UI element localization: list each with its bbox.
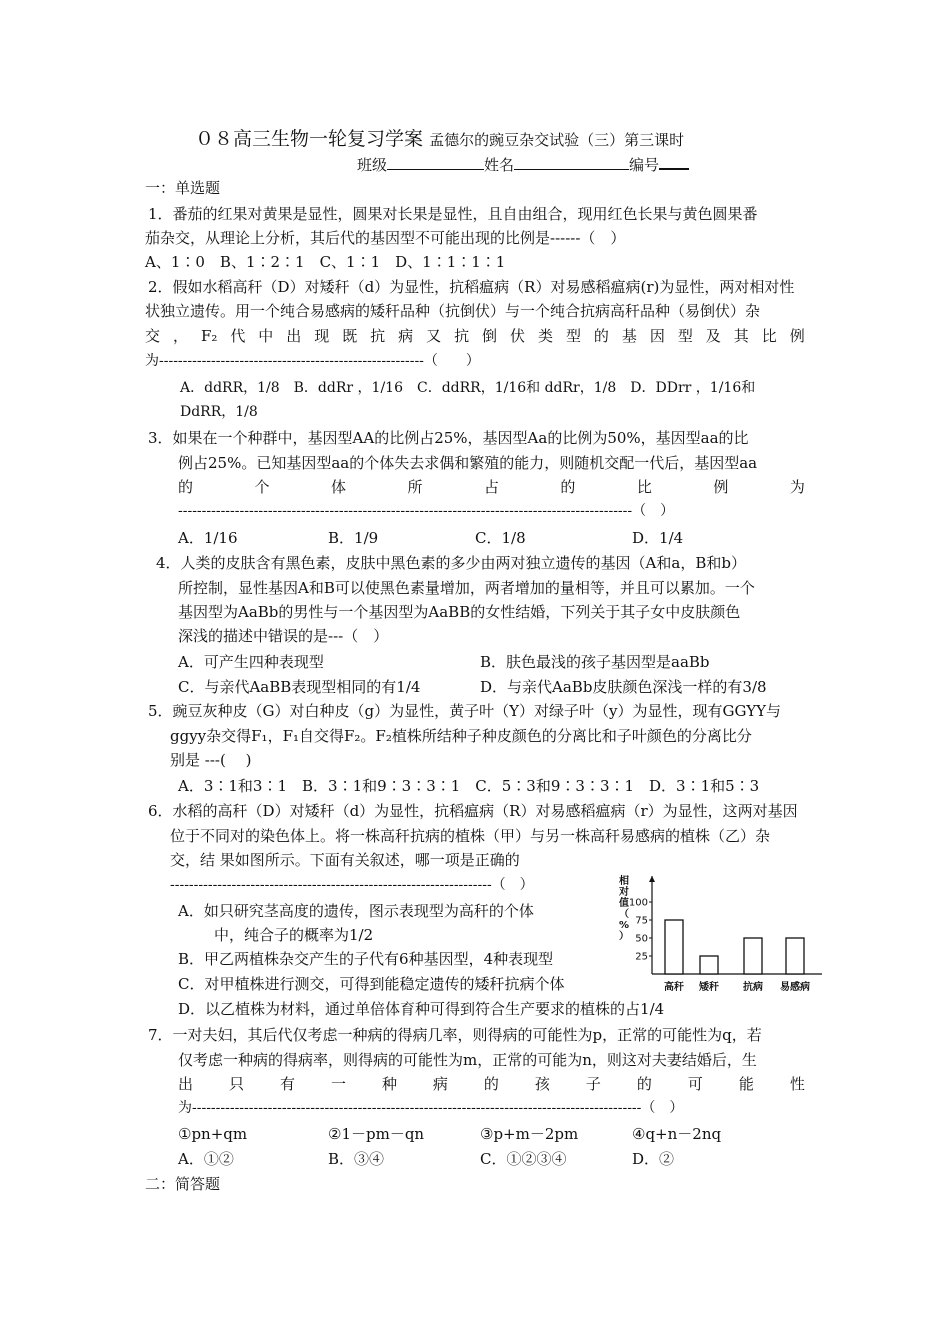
title-sub: 孟德尔的豌豆杂交试验（三）第三课时 xyxy=(429,131,685,149)
y-axis-label-char: ） xyxy=(619,931,629,942)
y-axis-label-char: 对 xyxy=(619,887,629,898)
q6-option-a-1: A．如只研究茎高度的遗传，图示表现型为高秆的个体 xyxy=(178,902,534,920)
q2-word: 抗 xyxy=(370,327,386,345)
q7-line-2: 仅考虑一种病的得病率，则得病的可能性为m，正常的可能为n，则这对夫妻结婚后，生 xyxy=(178,1051,757,1069)
q7-word: 出 xyxy=(178,1075,194,1093)
q7-word: 有 xyxy=(279,1075,295,1093)
q3-line-3 xyxy=(178,476,805,498)
q2-word: 伏 xyxy=(510,327,526,345)
q3-word: 的 xyxy=(560,478,576,496)
q6-option-d: D．以乙植株为材料，通过单倍体育种可得到符合生产要求的植株的占1/4 xyxy=(178,1000,665,1018)
q3-line-4: ------------------------------------------------------------------------------------------------（ ） xyxy=(178,503,675,519)
q7-word: 病 xyxy=(432,1075,448,1093)
category-label: 易感病 xyxy=(780,982,810,993)
q2-word: 倒 xyxy=(482,327,498,345)
q2-word: 抗 xyxy=(454,327,470,345)
q7-option-c: C．①②③④ xyxy=(480,1150,567,1168)
q7-item-1: ①pn+qm xyxy=(178,1125,248,1143)
q3-word: 所 xyxy=(407,478,423,496)
q3-word: 比 xyxy=(636,478,652,496)
q2-word: 现 xyxy=(314,327,330,345)
q6-line-1: 6．水稻的高秆（D）对矮秆（d）为显性，抗稻瘟病（R）对易感稻瘟病（r）为显性，这两对基因 xyxy=(148,802,798,820)
q3-option-c: C．1/8 xyxy=(475,529,526,547)
q7-item-2: ②1－pm－qn xyxy=(328,1125,425,1143)
q6-option-c: C．对甲植株进行测交，可得到能稳定遗传的矮秆抗病个体 xyxy=(178,975,565,993)
section-heading-1: 一：单选题 xyxy=(145,179,221,197)
name-label: 姓名 xyxy=(484,156,515,174)
q2-word: 的 xyxy=(593,327,609,345)
q2-word: F₂ xyxy=(200,327,218,345)
q7-word: 的 xyxy=(483,1075,499,1093)
category-label: 高秆 xyxy=(664,982,684,993)
q5-options: A．3∶1和3∶1 B．3∶1和9∶3∶3∶1 C．5∶3和9∶3∶3∶1 D．3∶1和5∶3 xyxy=(178,777,760,795)
q5-line-3: 别是 ---( ) xyxy=(170,751,252,769)
q2-word: 既 xyxy=(342,327,358,345)
q7-word: 的 xyxy=(636,1075,652,1093)
q6-option-b: B．甲乙两植株杂交产生的子代有6种基因型，4种表现型 xyxy=(178,950,554,968)
q7-option-a: A．①② xyxy=(178,1150,234,1168)
class-blank[interactable] xyxy=(387,153,484,170)
bar-2 xyxy=(700,956,718,974)
q3-line-1: 3．如果在一个种群中，基因型AA的比例占25%，基因型Aa的比例为50%，基因型aa的比 xyxy=(148,429,749,447)
section-heading-2: 二：简答题 xyxy=(145,1175,221,1193)
bar-4 xyxy=(786,938,804,974)
y-axis-label-char: 相 xyxy=(619,876,629,887)
q1-line-1: 1．番茄的红果对黄果是显性，圆果对长果是显性，且自由组合，现用红色长果与黄色圆果番 xyxy=(148,205,758,223)
q2-word: 中 xyxy=(258,327,274,345)
q2-word: 交 xyxy=(145,327,161,345)
category-label: 矮秆 xyxy=(699,982,719,993)
chart-labels xyxy=(618,874,810,993)
q2-line-3 xyxy=(145,325,805,347)
q4-option-b: B．肤色最浅的孩子基因型是aaBb xyxy=(480,653,710,671)
q2-word: 病 xyxy=(398,327,414,345)
q2-word: 出 xyxy=(286,327,302,345)
q2-word: 因 xyxy=(649,327,665,345)
q4-line-2: 所控制，显性基因A和B可以使黑色素量增加，两者增加的量相等，并且可以累加。一个 xyxy=(178,579,755,597)
q4-option-a: A．可产生四种表现型 xyxy=(178,653,324,671)
q1-line-2: 茄杂交，从理论上分析，其后代的基因型不可能出现的比例是------（ ） xyxy=(145,229,626,247)
header-fields xyxy=(357,152,689,176)
q2-word: 型 xyxy=(677,327,693,345)
q6-line-4: --------------------------------------------------------------------（ ） xyxy=(170,877,534,893)
q7-item-4: ④q+n－2nq xyxy=(632,1125,722,1143)
q2-word: 其 xyxy=(733,327,749,345)
name-blank[interactable] xyxy=(514,153,629,170)
q7-word: 可 xyxy=(687,1075,703,1093)
q6-bar-chart xyxy=(612,872,824,996)
q2-word: ， xyxy=(172,327,188,345)
q3-word: 占 xyxy=(483,478,499,496)
q6-line-2: 位于不同对的染色体上。将一株高秆抗病的植株（甲）与另一株高秆易感病的植株（乙）杂 xyxy=(170,827,771,845)
q2-word: 类 xyxy=(537,327,553,345)
q3-option-a: A．1/16 xyxy=(178,529,238,547)
q5-line-1: 5．豌豆灰种皮（G）对白种皮（g）为显性，黄子叶（Y）对绿子叶（y）为显性，现有GGYY与 xyxy=(148,702,782,720)
q7-line-4: 为-----------------------------------------------------------------------------------------------（ ） xyxy=(178,1100,684,1116)
bar-1 xyxy=(665,920,683,974)
q2-word: 型 xyxy=(565,327,581,345)
q4-line-3: 基因型为AaBb的男性与一个基因型为AaBB的女性结婚，下列关于其子女中皮肤颜色 xyxy=(178,603,741,621)
q3-word: 为 xyxy=(789,478,805,496)
y-tick-label: 100 xyxy=(628,897,648,909)
y-axis-label-char: 值 xyxy=(619,898,629,909)
number-label: 编号 xyxy=(629,156,660,174)
q2-word: 例 xyxy=(789,327,805,345)
y-axis-arrow xyxy=(649,876,655,882)
q2-options-1: A．ddRR，1/8 B．ddRr ，1/16 C．ddRR，1/16和 ddRr，1/8 D．DDrr ，1/16和 xyxy=(180,380,756,396)
q3-option-d: D．1/4 xyxy=(632,529,684,547)
q3-word: 例 xyxy=(713,478,729,496)
q5-line-2: ggyy杂交得F₁，F₁自交得F₂。F₂植株所结种子种皮颜色的分离比和子叶颜色的分离比分 xyxy=(170,727,752,745)
q7-item-3: ③p+m－2pm xyxy=(480,1125,579,1143)
y-axis-label-char: % xyxy=(618,920,630,931)
q3-word: 个 xyxy=(254,478,270,496)
q2-word: 及 xyxy=(705,327,721,345)
number-blank[interactable] xyxy=(659,152,689,170)
q2-word: 代 xyxy=(230,327,246,345)
q3-option-b: B．1/9 xyxy=(328,529,379,547)
q3-word: 体 xyxy=(330,478,346,496)
page-title xyxy=(195,128,684,151)
q4-option-c: C．与亲代AaBB表现型相同的有1/4 xyxy=(178,678,421,696)
q2-line-4: 为--------------------------------------------------------（ ） xyxy=(145,353,480,369)
class-label: 班级 xyxy=(357,156,388,174)
q7-word: 只 xyxy=(228,1075,244,1093)
q2-options-2: DdRR，1/8 xyxy=(180,404,258,420)
q7-word: 种 xyxy=(381,1075,397,1093)
y-tick-label: 25 xyxy=(635,951,648,963)
q7-word: 一 xyxy=(330,1075,346,1093)
q3-word: 的 xyxy=(178,478,194,496)
category-label: 抗病 xyxy=(743,982,763,993)
q1-options: A、1∶0 B、1∶2∶1 C、1∶1 D、1∶1∶1∶1 xyxy=(145,253,506,271)
q4-option-d: D．与亲代AaBb皮肤颜色深浅一样的有3/8 xyxy=(480,678,767,696)
q7-option-b: B．③④ xyxy=(328,1150,385,1168)
q7-word: 子 xyxy=(585,1075,601,1093)
y-tick-label: 50 xyxy=(635,933,648,945)
q2-word: 基 xyxy=(621,327,637,345)
q2-line-1: 2．假如水稻高秆（D）对矮秆（d）为显性，抗稻瘟病（R）对易感稻瘟病(r)为显性，两对相对性 xyxy=(148,278,795,296)
q2-word: 又 xyxy=(426,327,442,345)
q7-option-d: D．② xyxy=(632,1150,675,1168)
y-axis-label-char: （ xyxy=(619,909,629,920)
q7-line-3 xyxy=(178,1073,805,1095)
y-tick-label: 75 xyxy=(635,915,648,927)
q4-line-4: 深浅的描述中错误的是---（ ） xyxy=(178,627,389,645)
q7-line-1: 7．一对夫妇，其后代仅考虑一种病的得病几率，则得病的可能性为p，正常的可能性为q，若 xyxy=(148,1026,762,1044)
q7-word: 孩 xyxy=(534,1075,550,1093)
q6-line-3: 交，结 果如图所示。下面有关叙述，哪一项是正确的 xyxy=(170,851,520,869)
chart-bars xyxy=(665,920,804,974)
q2-line-2: 状独立遗传。用一个纯合易感病的矮秆品种（抗倒伏）与一个纯合抗病高秆品种（易倒伏）杂 xyxy=(145,302,761,320)
title-main: ０８高三生物一轮复习学案 xyxy=(195,128,424,150)
q7-word: 性 xyxy=(789,1075,805,1093)
q4-line-1: 4．人类的皮肤含有黑色素，皮肤中黑色素的多少由两对独立遗传的基因（A和a，B和b） xyxy=(156,554,746,572)
q3-line-2: 例占25%。已知基因型aa的个体失去求偶和繁殖的能力，则随机交配一代后，基因型aa xyxy=(178,454,758,472)
q6-option-a-2: 中，纯合子的概率为1/2 xyxy=(214,926,374,944)
q7-word: 能 xyxy=(738,1075,754,1093)
bar-3 xyxy=(744,938,762,974)
q2-word: 比 xyxy=(761,327,777,345)
